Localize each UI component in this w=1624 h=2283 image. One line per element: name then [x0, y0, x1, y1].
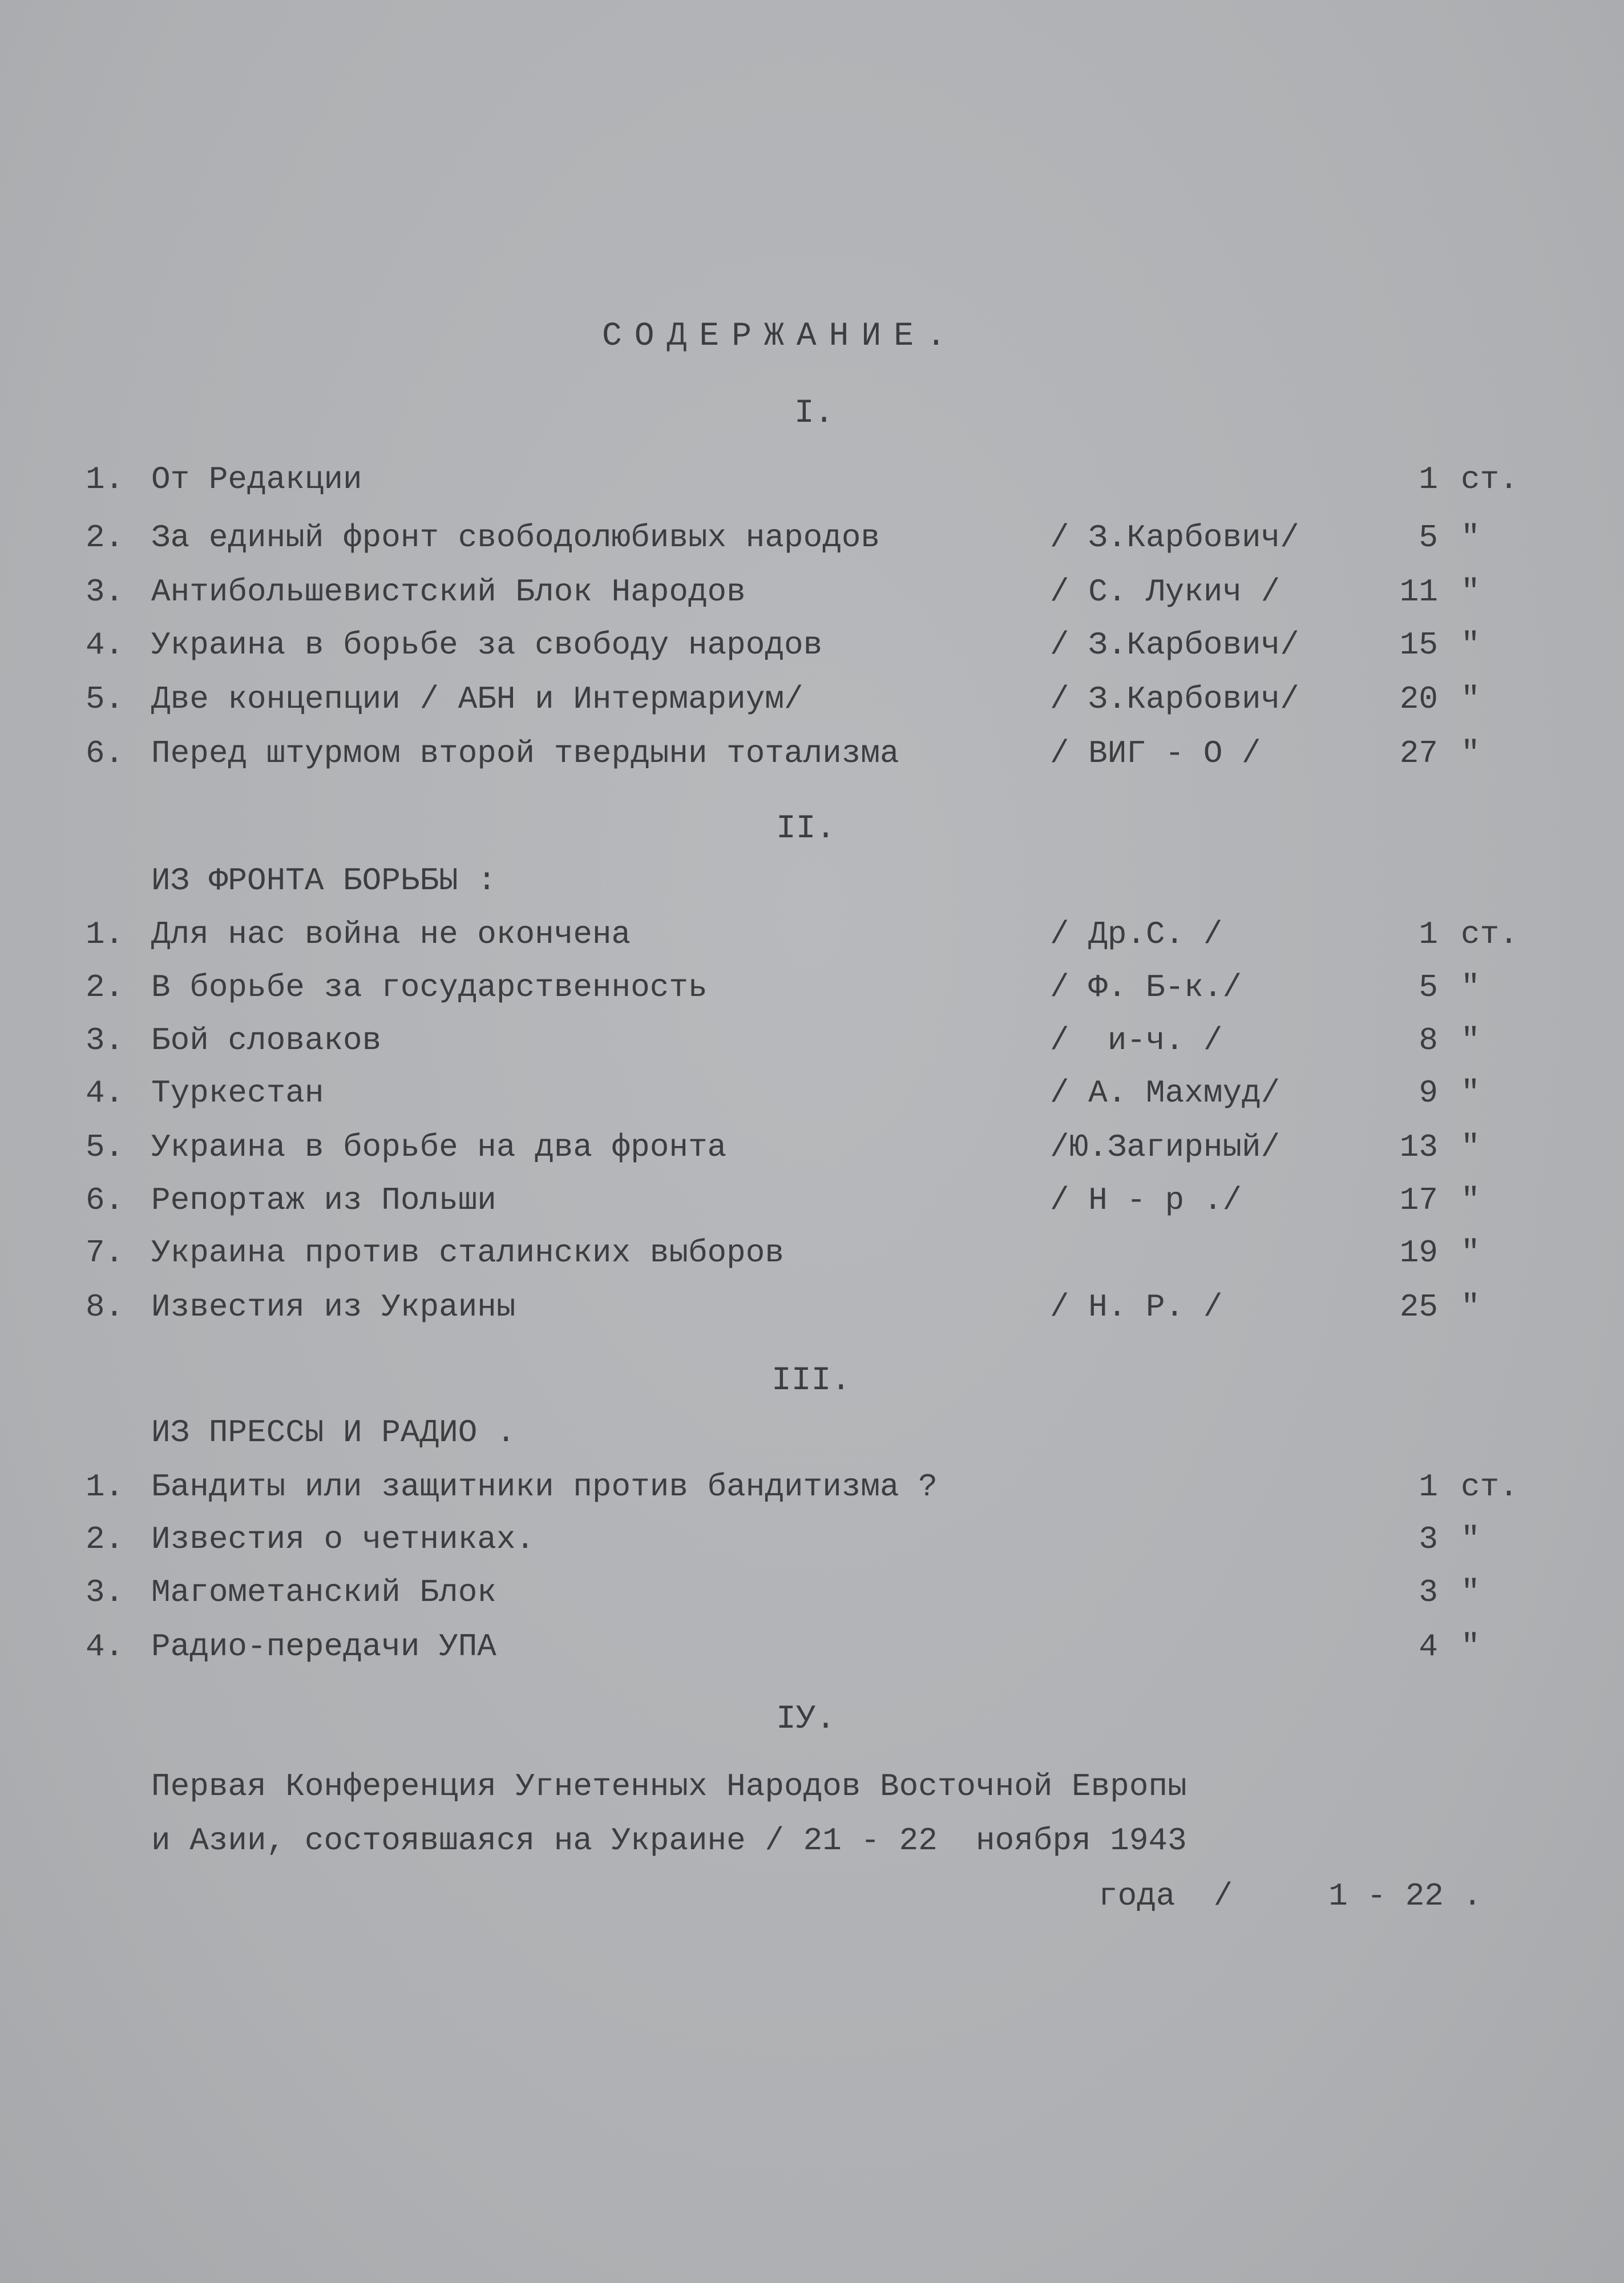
entry-title: Известия о четниках.	[151, 1521, 535, 1558]
entry-title: За единый фронт свободолюбивых народов	[151, 519, 880, 556]
entry-page: 3	[1419, 1574, 1438, 1611]
entry-author: / З.Карбович/	[1050, 681, 1299, 717]
toc-entry	[0, 625, 1624, 665]
entry-number: 2.	[86, 519, 124, 556]
entry-title: От Редакции	[151, 461, 362, 498]
entry-number: 4.	[86, 627, 124, 663]
entry-title: Репортаж из Польши	[151, 1182, 496, 1219]
entry-unit: "	[1461, 735, 1480, 772]
section-subheading: ИЗ ФРОНТА БОРЬБЫ :	[151, 862, 496, 899]
entry-title: Известия из Украины	[151, 1289, 516, 1325]
entry-unit: "	[1461, 1235, 1480, 1271]
toc-entry	[0, 1287, 1624, 1327]
entry-unit: "	[1461, 627, 1480, 663]
entry-title: Для нас война не окончена	[151, 916, 631, 953]
toc-entry	[0, 459, 1624, 499]
entry-number: 3.	[86, 574, 124, 610]
entry-number: 1.	[86, 461, 124, 498]
entry-title: В борьбе за государственность	[151, 969, 708, 1006]
entry-author: / С. Лукич /	[1050, 574, 1280, 610]
entry-author: / А. Махмуд/	[1050, 1075, 1280, 1111]
entry-title: Две концепции / АБН и Интермариум/	[151, 681, 803, 717]
toc-entry	[0, 572, 1624, 612]
toc-entry	[0, 679, 1624, 719]
entry-page: 1	[1419, 461, 1438, 498]
entry-number: 6.	[86, 1182, 124, 1219]
entry-unit: "	[1461, 1129, 1480, 1165]
entry-page: 25	[1399, 1289, 1438, 1325]
section-numeral: III.	[771, 1362, 851, 1399]
entry-number: 1.	[86, 1469, 124, 1505]
entry-number: 5.	[86, 681, 124, 717]
toc-entry	[0, 1021, 1624, 1060]
entry-author: / Др.С. /	[1050, 916, 1223, 953]
entry-author: / Ф. Б-к./	[1050, 969, 1242, 1006]
entry-unit: "	[1461, 1022, 1480, 1059]
entry-page: 5	[1419, 519, 1438, 556]
entry-page: 13	[1399, 1129, 1438, 1165]
toc-entry	[0, 1627, 1624, 1667]
entry-author: / Н. Р. /	[1050, 1289, 1223, 1325]
entry-author: / З.Карбович/	[1050, 627, 1299, 663]
entry-page: 1	[1419, 1469, 1438, 1505]
entry-page: 20	[1399, 681, 1438, 717]
entry-unit: ст.	[1461, 461, 1518, 498]
entry-number: 3.	[86, 1574, 124, 1611]
entry-unit: "	[1461, 519, 1480, 556]
toc-entry	[0, 1127, 1624, 1167]
entry-number: 6.	[86, 735, 124, 772]
entry-unit: "	[1461, 1289, 1480, 1325]
toc-entry	[0, 1233, 1624, 1273]
entry-number: 2.	[86, 969, 124, 1006]
section-numeral: II.	[776, 810, 836, 848]
page-title: СОДЕРЖАНИЕ.	[602, 318, 959, 355]
section-numeral: IУ.	[776, 1701, 836, 1738]
entry-title: Украина в борьбе за свободу народов	[151, 627, 823, 663]
entry-unit: "	[1461, 969, 1480, 1006]
entry-author: /Ю.Загирный/	[1050, 1129, 1280, 1165]
entry-number: 1.	[86, 916, 124, 953]
entry-title: Украина в борьбе на два фронта	[151, 1129, 727, 1165]
toc-entry	[0, 914, 1624, 954]
entry-unit: "	[1461, 1182, 1480, 1219]
entry-number: 7.	[86, 1235, 124, 1271]
section-numeral: I.	[794, 395, 834, 432]
entry-author: / Н - р ./	[1050, 1182, 1242, 1219]
entry-number: 4.	[86, 1628, 124, 1665]
entry-page: 8	[1419, 1022, 1438, 1059]
entry-unit: "	[1461, 1628, 1480, 1665]
entry-author: / и-ч. /	[1050, 1022, 1223, 1059]
entry-page: 9	[1419, 1075, 1438, 1111]
entry-number: 8.	[86, 1289, 124, 1325]
entry-number: 5.	[86, 1129, 124, 1165]
entry-page: 17	[1399, 1182, 1438, 1219]
entry-number: 2.	[86, 1521, 124, 1558]
entry-author: / ВИГ - О /	[1050, 735, 1261, 772]
entry-unit: "	[1461, 1075, 1480, 1111]
entry-unit: "	[1461, 1574, 1480, 1611]
entry-title: Украина против сталинских выборов	[151, 1235, 784, 1271]
toc-entry	[0, 1180, 1624, 1220]
entry-page: 1	[1419, 916, 1438, 953]
entry-page: 27	[1399, 735, 1438, 772]
toc-entry	[0, 1073, 1624, 1113]
entry-title: Перед штурмом второй твердыни тотализма	[151, 735, 899, 772]
entry-number: 4.	[86, 1075, 124, 1111]
section-subheading: ИЗ ПРЕССЫ И РАДИО .	[151, 1414, 516, 1451]
entry-page: 3	[1419, 1521, 1438, 1558]
entry-title: Туркестан	[151, 1075, 324, 1111]
entry-page: 15	[1399, 627, 1438, 663]
entry-number: 3.	[86, 1022, 124, 1059]
entry-title: Бандиты или защитники против бандитизма ?	[151, 1469, 938, 1505]
conference-line-2: и Азии, состоявшаяся на Украине / 21 - 22 ноября 1943	[151, 1822, 1187, 1859]
entry-unit: "	[1461, 574, 1480, 610]
conference-line-1: Первая Конференция Угнетенных Народов Восточной Европы	[151, 1768, 1187, 1805]
entry-page: 4	[1419, 1628, 1438, 1665]
entry-unit: ст.	[1461, 1469, 1518, 1505]
entry-unit: ст.	[1461, 916, 1518, 953]
toc-entry	[0, 967, 1624, 1007]
conference-line-3: года / 1 - 22 .	[1098, 1878, 1482, 1914]
entry-title: Бой словаков	[151, 1022, 382, 1059]
toc-entry	[0, 518, 1624, 558]
toc-entry	[0, 1519, 1624, 1559]
toc-entry	[0, 733, 1624, 773]
entry-title: Магометанский Блок	[151, 1574, 496, 1611]
entry-page: 11	[1399, 574, 1438, 610]
entry-title: Радио-передачи УПА	[151, 1628, 496, 1665]
entry-unit: "	[1461, 1521, 1480, 1558]
toc-entry	[0, 1467, 1624, 1507]
toc-entry	[0, 1572, 1624, 1612]
entry-unit: "	[1461, 681, 1480, 717]
entry-page: 19	[1399, 1235, 1438, 1271]
entry-author: / З.Карбович/	[1050, 519, 1299, 556]
entry-page: 5	[1419, 969, 1438, 1006]
entry-title: Антибольшевистский Блок Народов	[151, 574, 746, 610]
